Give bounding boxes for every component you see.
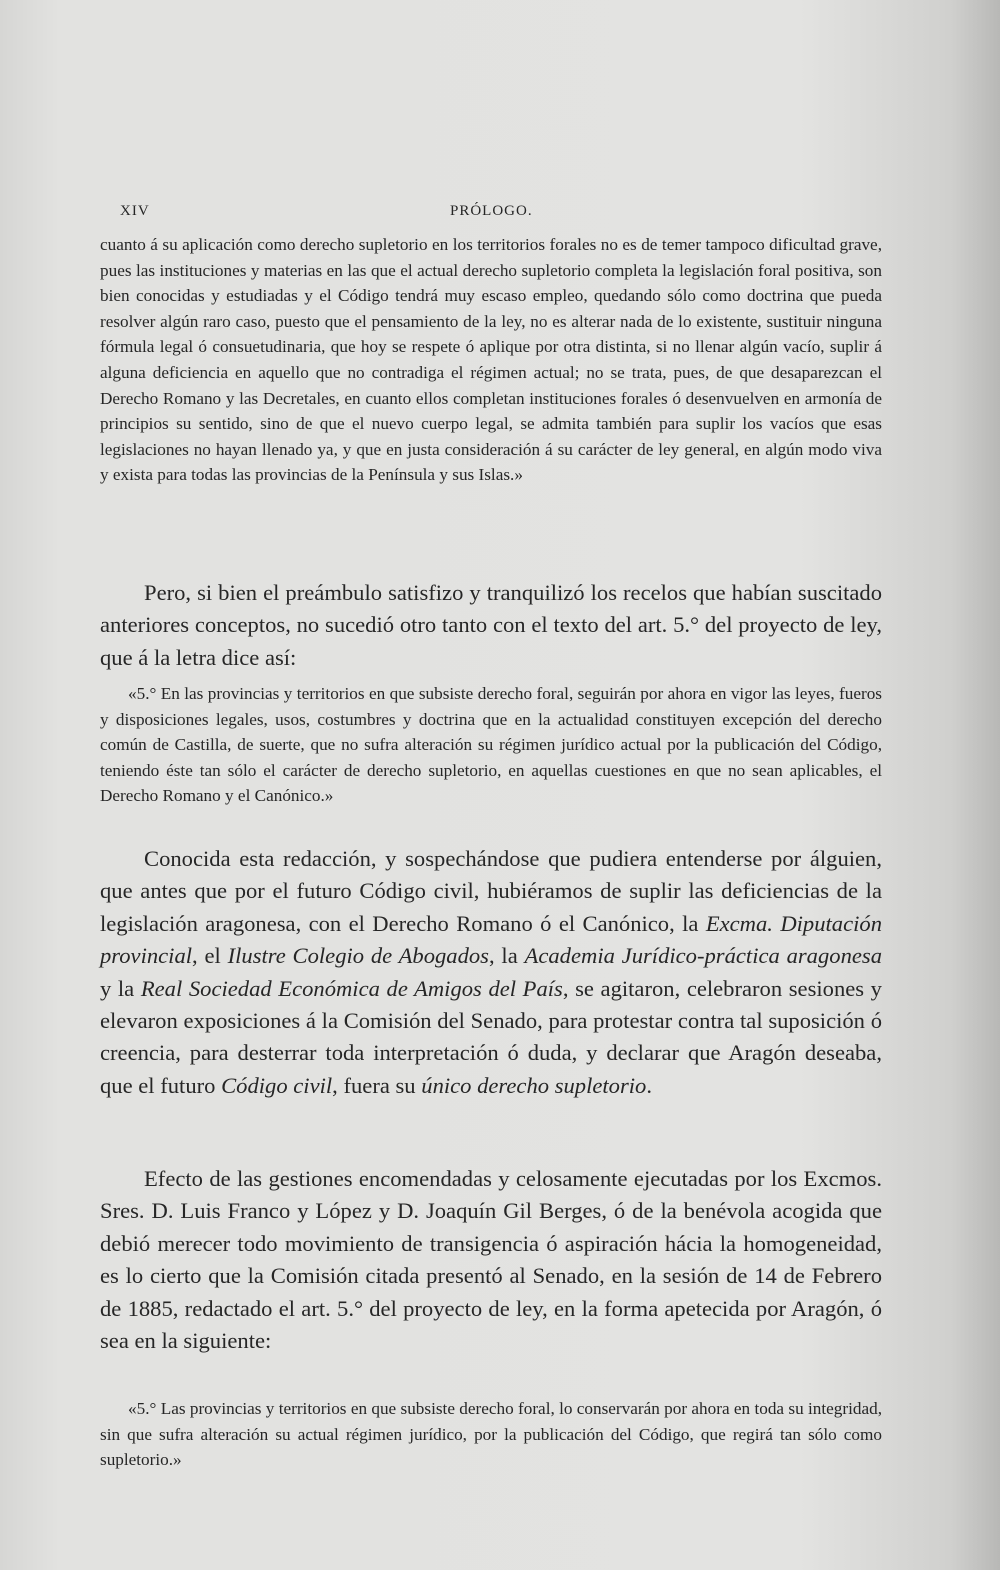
italic-diputacion: Excma. Diputación provincial [100,910,882,969]
quoted-preamble-paragraph: cuanto á su aplicación como derecho supletorio en los territorios forales no es de temer tampoco dificultad grave, pues las instituciones y materias en las que el actual derecho supletorio completa la legislación foral positiva, son bien conocidas y estudiadas y el Código tendrá muy escaso empleo, quedando sólo como doctrina que pueda resolver algún raro caso, puesto que el pensamiento de la ley, no es alterar nada de lo existente, sustituir ninguna fórmula legal ó consuetudinaria, que hoy se respete ó aplique por otra distinta, si no llenar algún vacío, suplir á alguna deficiencia en aquello que no contradiga el régimen actual; no se trata, pues, de que desaparezcan el Derecho Romano y las Decretales, en cuanto ellos completan instituciones forales ó desenvuelven en armonía de principios su sentido, sino de que el nuevo cuerpo legal, se admita también para suplir los vacíos que esas legislaciones no hayan llenado ya, y que en justa consideración á su carácter de ley general, en algún modo viva y exista para todas las provincias de la Península y sus Islas.» [100,235,882,485]
italic-academia: Academia Jurídico-práctica aragonesa [524,943,882,969]
page-number: XIV [120,203,150,219]
page-header [100,203,880,225]
quoted-article-5-amended: «5.° Las provincias y territorios en que subsiste derecho foral, lo conservarán por ahora en toda su integridad, sin que sufra alteración su actual régimen jurídico, por la publicación del Código, que regirá tan sólo como supletorio.» [100,1399,882,1470]
italic-codigo-civil: Código civil [221,1072,333,1098]
quoted-article-5-original: «5.° En las provincias y territorios en que subsiste derecho foral, seguirán por ahora en vigor las leyes, fueros y disposiciones legales, usos, costumbres y doctrina que en la actualidad constituyen excepción del derecho común de Castilla, de suerte, que no sufra alteración su régimen jurídico actual por la publicación del Código, teniendo éste tan sólo el carácter de derecho supletorio, en aquellas cuestiones en que no sean aplicables, el Derecho Romano y el Canónico.» [100,684,882,806]
italic-colegio-abogados: Ilustre Colegio de Abogados [227,943,489,969]
italic-derecho-supletorio: único derecho supletorio [421,1072,647,1098]
running-title: PRÓLOGO. [450,203,533,219]
italic-real-sociedad: Real Sociedad Económica de Amigos del País [140,975,563,1001]
body-paragraph-institutions: Conocida esta redacción, y sospechándose que pudiera entenderse por álguien, que antes que por el futuro Código civil, hubiéramos de suplir las deficiencias de la legislación aragonesa, con el Derecho Romano ó el Canónico, la Excma. Diputación provincial, el Ilustre Colegio de Abogados, la Academia Jurídico-práctica aragonesa y la Real Sociedad Económica de Amigos del País, se agitaron, celebraron sesiones y elevaron exposiciones á la Comisión del Senado, para protestar contra tal suposición ó creencia, para desterrar toda interpretación ó duda, y declarar que Aragón deseaba, que el futuro Código civil, fuera su único derecho supletorio. [100,846,882,1098]
body-paragraph-article-5: Pero, si bien el preámbulo satisfizo y tranquilizó los recelos que habían suscitado anteriores conceptos, no sucedió otro tanto con el texto del art. 5.° del proyecto de ley, que á la letra dice así: [100,580,882,670]
body-paragraph-gestiones: Efecto de las gestiones encomendadas y celosamente ejecutadas por los Excmos. Sres. D. Luis Franco y López y D. Joaquín Gil Berges, ó de la benévola acogida que debió merecer todo movimiento de transigencia ó aspiración hácia la homogeneidad, es lo cierto que la Comisión citada presentó al Senado, en la sesión de 14 de Febrero de 1885, redactado el art. 5.° del proyecto de ley, en la forma apetecida por Aragón, ó sea en la siguiente: [100,1166,882,1354]
